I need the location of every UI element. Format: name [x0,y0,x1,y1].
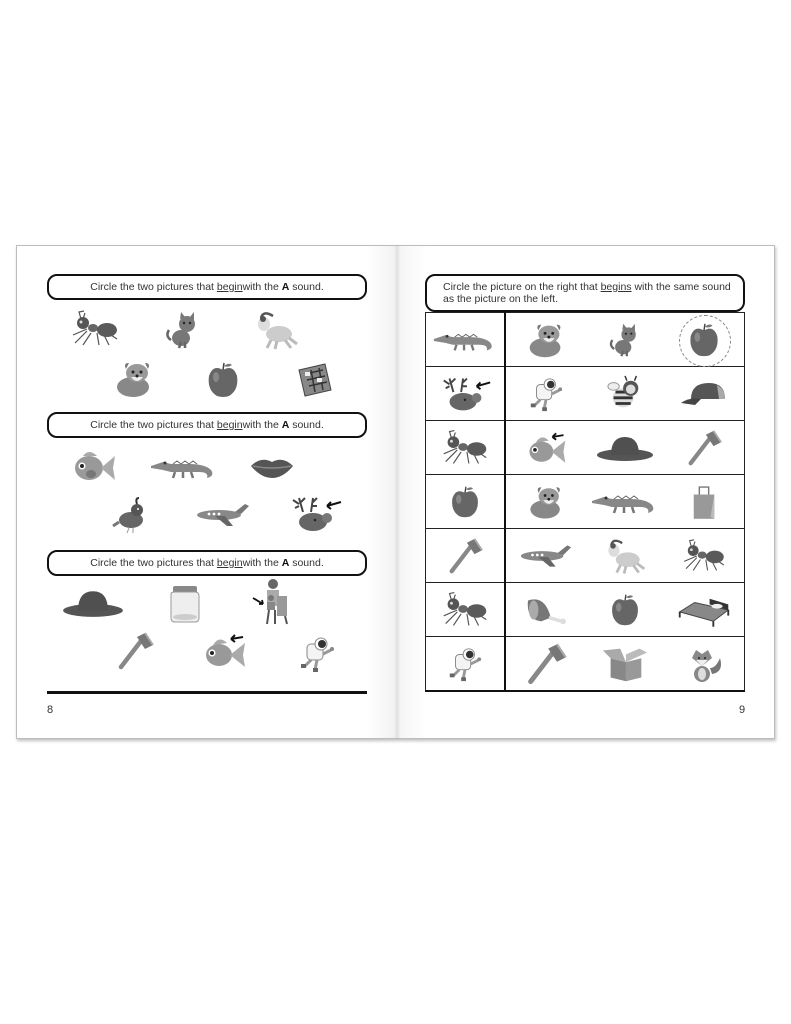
option-axe[interactable] [669,423,739,473]
alligator-icon [426,325,504,355]
page-number: 8 [47,704,54,716]
option-astronaut[interactable] [511,369,581,419]
table-row [426,475,745,529]
option-fox[interactable] [669,639,739,689]
antlers-icon[interactable] [285,494,345,534]
axe-icon [426,537,504,575]
instruction-box-1: Circle the two pictures that begin with the A sound. [47,274,367,300]
apple-icon[interactable] [203,360,243,400]
option-fin[interactable] [511,423,581,473]
prompt-cell [426,313,506,367]
option-bed[interactable] [669,585,739,635]
instruction-box-3: Circle the two pictures that begin with the A sound. [47,550,367,576]
option-ham[interactable] [511,585,581,635]
astronaut-icon [426,645,504,683]
option-apple-circled[interactable] [669,315,739,365]
option-axe[interactable] [511,639,581,689]
instruction-box: Circle the picture on the right that begins with the same sound as the picture on the left. [425,274,745,312]
right-page [397,246,774,738]
table-row [426,367,745,421]
option-goat[interactable] [590,531,660,581]
option-bag[interactable] [669,477,739,527]
table-row [426,583,745,637]
option-dog[interactable] [511,315,581,365]
hat-icon[interactable] [61,586,125,620]
matching-table [425,312,745,692]
page-number: 9 [739,704,746,716]
table-row [426,529,745,583]
ant-icon[interactable] [65,308,125,350]
table-row [426,637,745,692]
option-cat[interactable] [590,315,660,365]
apple-icon [426,483,504,521]
jar-icon[interactable] [165,582,205,626]
prompt-cell [426,421,506,475]
option-apple[interactable] [590,585,660,635]
prompt-cell [426,637,506,692]
dog-icon[interactable] [109,358,159,400]
option-airplane[interactable] [511,531,581,581]
option-bee[interactable] [590,369,660,419]
adult-icon[interactable] [251,576,291,626]
option-box[interactable] [590,639,660,689]
fish-icon[interactable] [69,446,119,486]
option-alligator[interactable] [590,477,660,527]
ant-icon [426,428,504,468]
alligator-icon[interactable] [149,452,219,482]
options-cell [505,367,745,421]
cat-icon[interactable] [163,310,203,350]
antlers-icon [426,374,504,414]
option-dog[interactable] [511,477,581,527]
ant-icon [426,590,504,630]
prompt-cell [426,367,506,421]
footer-rule [47,691,367,694]
option-cap[interactable] [669,369,739,419]
prompt-cell [426,529,506,583]
options-cell [505,421,745,475]
airplane-icon[interactable] [193,500,253,530]
prompt-cell [426,583,506,637]
left-page [17,246,397,738]
quail-icon[interactable] [111,494,151,534]
table-row [426,421,745,475]
instruction-box-2: Circle the two pictures that begin with the A sound. [47,412,367,438]
astronaut-icon[interactable] [297,634,337,674]
workbook-spread [16,245,775,739]
options-cell [505,583,745,637]
goat-icon[interactable] [251,310,301,350]
option-hat[interactable] [590,423,660,473]
options-cell [505,313,745,367]
axe-icon[interactable] [115,630,155,672]
prompt-cell [426,475,506,529]
map-icon[interactable] [295,360,335,400]
lips-icon[interactable] [247,452,297,482]
options-cell [505,475,745,529]
options-cell [505,637,745,692]
option-ant[interactable] [669,531,739,581]
table-row [426,313,745,367]
fin-icon[interactable] [199,630,249,672]
options-cell [505,529,745,583]
